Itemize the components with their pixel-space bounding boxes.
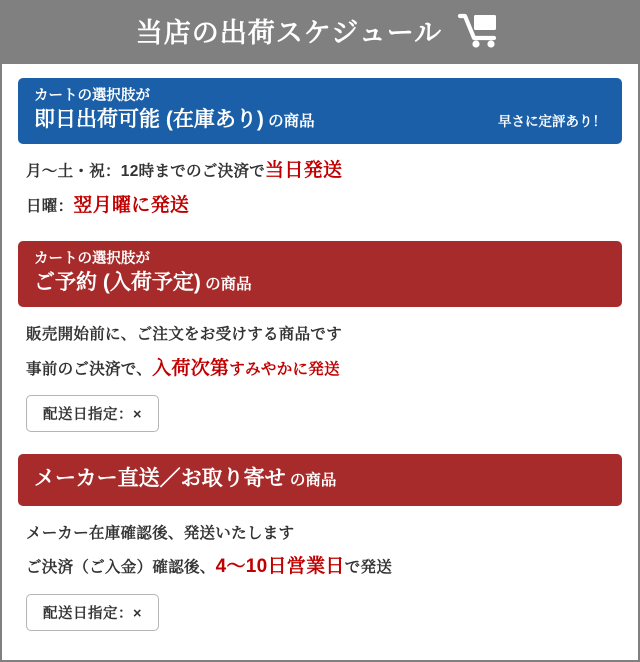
band-subtitle: カートの選択肢が (34, 88, 150, 104)
schedule-line (26, 193, 614, 219)
line-highlight: 当日発送 (265, 160, 343, 182)
band-title-strong: メーカー直送／お取り寄せ (34, 467, 286, 491)
band-text-group (34, 466, 336, 492)
line-highlight: 翌月曜に発送 (73, 195, 190, 217)
section-lines-direct (18, 506, 622, 590)
schedule-line (26, 321, 614, 347)
band-text-group (34, 250, 252, 296)
page-title: 当店の出荷スケジュール (135, 17, 443, 48)
header (2, 2, 638, 64)
schedule-line (26, 520, 614, 546)
delivery-date-badge: 配送日指定：× (26, 395, 159, 432)
content-body (2, 64, 638, 660)
delivery-date-note-wrap-preorder (18, 391, 622, 432)
spacer (18, 432, 622, 454)
line-pre: 事前のご決済で、 (26, 360, 153, 378)
schedule-line (26, 158, 614, 184)
band-subtitle: カートの選択肢が (34, 250, 150, 267)
line-pre: 日曜： (26, 198, 74, 216)
band-title-strong: 即日出荷可能 (在庫あり) (34, 108, 264, 132)
band-title (34, 270, 252, 296)
line-pre: ご決済（ご入金）確認後、 (26, 559, 216, 577)
schedule-line (26, 356, 614, 382)
line-pre: 月～土・祝：12時までのご決済で (26, 163, 266, 181)
line-post: で発送 (344, 559, 393, 577)
section-lines-immediate (18, 144, 622, 228)
section-band-immediate-shipping (18, 78, 622, 144)
line-pre: 販売開始前に、ご注文をお受けする商品です (26, 326, 343, 344)
section-band-direct-shipping (18, 454, 622, 505)
section-band-preorder (18, 241, 622, 307)
hand-truck-icon (456, 13, 504, 54)
line-pre: メーカー在庫確認後、発送いたします (26, 524, 295, 542)
line-highlight: 入荷次第 (152, 357, 230, 379)
spacer (18, 229, 622, 241)
band-title (34, 107, 315, 133)
line-post: すみやかに発送 (229, 360, 340, 378)
band-title-strong: ご予約 (入荷予定) (34, 270, 201, 294)
section-lines-preorder (18, 307, 622, 391)
band-note: 早さに定評あり！ (498, 114, 606, 130)
band-text-group (34, 87, 315, 133)
band-title-tail: の商品 (263, 113, 315, 131)
delivery-date-badge: 配送日指定：× (26, 594, 159, 631)
delivery-date-note-wrap-direct (18, 590, 622, 631)
band-title (34, 466, 336, 492)
band-title-tail: の商品 (200, 275, 252, 293)
schedule-line (26, 554, 614, 580)
band-title-tail: の商品 (285, 472, 337, 490)
line-highlight: 4～10日営業日 (215, 556, 345, 578)
